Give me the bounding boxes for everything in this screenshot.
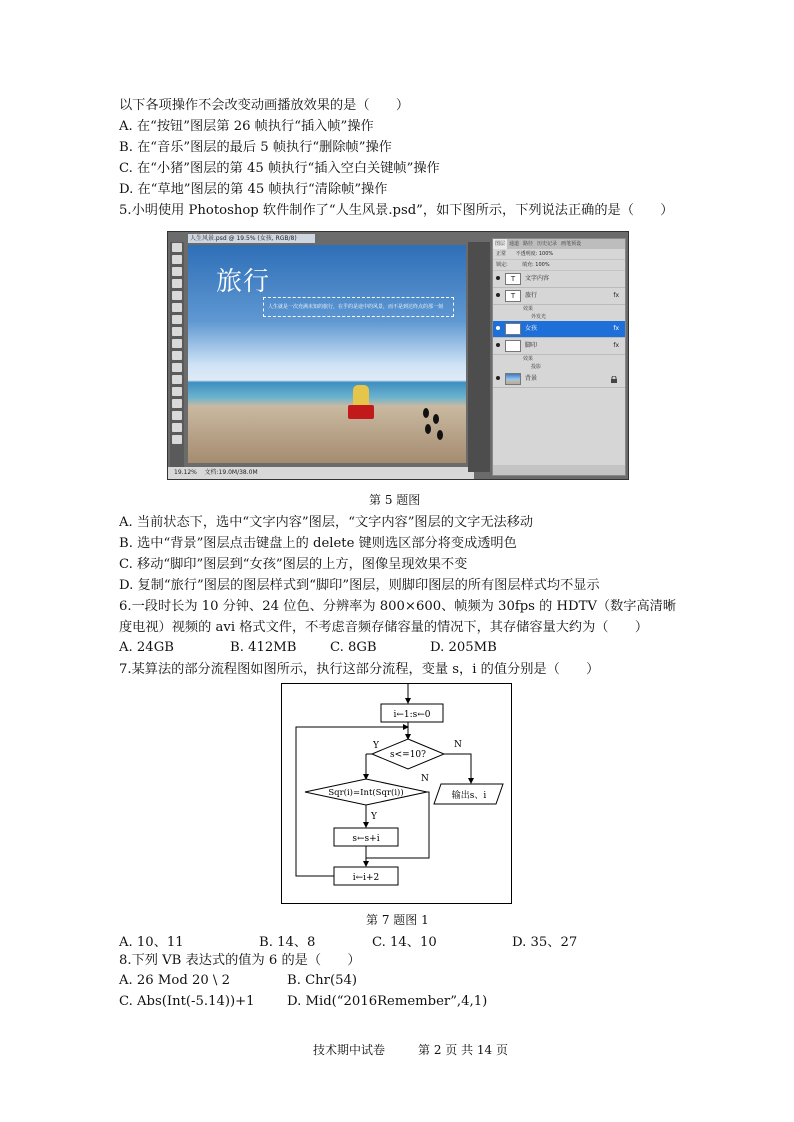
layer-background[interactable] <box>493 371 625 388</box>
tab-history[interactable]: 历史记录 <box>537 241 558 247</box>
eye-icon[interactable] <box>495 342 501 348</box>
q6-option-b: B. 412MB <box>230 640 297 655</box>
q8-option-a: A. 26 Mod 20 \ 2 <box>119 973 230 988</box>
fx-icon: fx <box>613 342 619 349</box>
fx-icon: fx <box>613 292 619 299</box>
eye-icon[interactable] <box>495 375 501 381</box>
opacity-value[interactable]: 100% <box>538 251 554 257</box>
output-text: 输出s、i <box>451 791 487 801</box>
no-label: N <box>421 774 429 784</box>
footprints-icon <box>420 407 450 441</box>
eye-icon[interactable] <box>495 325 501 331</box>
layer-name: 背景 <box>525 375 538 382</box>
canvas-text-selection: 人生就是一次充满未知的旅行，在乎的是途中的风景，而不是到达终点的那一刻 <box>263 297 454 317</box>
canvas-title: 旅行 <box>216 267 271 297</box>
suitcase-figure <box>348 405 374 419</box>
q5-stem: 5.小明使用 Photoshop 软件制作了“人生风景.psd”，如下图所示，下列说法正确的是（ ） <box>119 203 674 218</box>
tab-brush-presets[interactable]: 画笔预设 <box>561 241 582 247</box>
layer-thumb <box>505 323 521 335</box>
q8-option-d: D. Mid(“2016Remember”,4,1) <box>287 994 488 1009</box>
q5-option-d: D. 复制“旅行”图层的图层样式到“脚印”图层，则脚印图层的所有图层样式均不显示 <box>119 578 600 593</box>
effect-group: 效果 <box>523 306 534 312</box>
q7-stem: 7.某算法的部分流程图如图所示，执行这部分流程，变量 s，i 的值分别是（ ） <box>119 662 600 677</box>
option-a: A. 在“按钮”图层第 26 帧执行“插入帧”操作 <box>119 119 374 134</box>
footer-title: 技术期中试卷 <box>313 1043 386 1057</box>
zoom-level: 19.12% <box>174 469 197 476</box>
effect-outer-glow[interactable]: 外发光 <box>531 314 547 320</box>
eye-icon[interactable] <box>495 292 501 298</box>
cond2-text: Sqr(i)=Int(Sqr(i)) <box>328 788 404 798</box>
q6-option-d: D. 205MB <box>430 640 497 655</box>
q8-stem: 8.下列 VB 表达式的值为 6 的是（ ） <box>119 953 361 968</box>
option-d: D. 在“草地”图层的第 45 帧执行“清除帧”操作 <box>119 182 388 197</box>
ps-panel-dock <box>468 242 490 472</box>
ps-canvas <box>188 245 466 463</box>
no-label: N <box>454 740 462 750</box>
layer-name: 旅行 <box>525 292 538 299</box>
layer-girl[interactable] <box>493 321 625 338</box>
layer-thumb <box>505 373 521 385</box>
ps-document-tab: 人生风景.psd @ 19.5% (女孩, RGB/8) <box>188 234 315 243</box>
photoshop-screenshot <box>167 231 629 480</box>
blend-mode-row[interactable] <box>493 249 625 260</box>
option-c: C. 在“小猪”图层的第 45 帧执行“插入空白关键帧”操作 <box>119 161 440 176</box>
q7-option-b: B. 14、8 <box>259 935 316 950</box>
question-stem: 以下各项操作不会改变动画播放效果的是（ ） <box>119 98 410 113</box>
effect-group: 效果 <box>523 356 534 362</box>
q5-caption: 第 5 题图 <box>369 493 421 507</box>
q7-option-d: D. 35、27 <box>512 935 578 950</box>
layer-name: 女孩 <box>525 325 538 332</box>
init-text: i←1:s←0 <box>393 710 431 720</box>
layer-footprint[interactable] <box>493 338 625 355</box>
q5-option-a: A. 当前状态下，选中“文字内容”图层，“文字内容”图层的文字无法移动 <box>119 515 534 530</box>
q7-option-a: A. 10、11 <box>119 935 184 950</box>
q7-caption: 第 7 题图 1 <box>366 913 429 927</box>
yes-label: Y <box>371 812 377 822</box>
ps-status-bar <box>168 467 474 479</box>
layer-name: 脚印 <box>525 342 538 349</box>
q8-option-b: B. Chr(54) <box>287 973 358 988</box>
layer-name: 文字内容 <box>525 275 550 282</box>
cond1-text: s<=10? <box>390 750 426 760</box>
yes-label: Y <box>373 741 379 751</box>
layers-panel <box>492 238 626 476</box>
tab-layers[interactable]: 图层 <box>495 241 506 247</box>
fill-value[interactable]: 100% <box>535 262 550 268</box>
option-b: B. 在“音乐”图层的最后 5 帧执行“删除帧”操作 <box>119 140 392 155</box>
text-layer-thumb: T <box>505 273 521 285</box>
fill-label: 填充: <box>522 262 534 268</box>
panel-tabs <box>493 239 625 249</box>
blend-mode[interactable]: 正常 <box>496 251 507 257</box>
q5-option-b: B. 选中“背景”图层点击键盘上的 delete 键则选区部分将变成透明色 <box>119 536 517 551</box>
text-layer-thumb: T <box>505 290 521 302</box>
q8-option-c: C. Abs(Int(-5.14))+1 <box>119 994 255 1009</box>
q6-option-a: A. 24GB <box>119 640 174 655</box>
q6-stem-line2: 度电视）视频的 avi 格式文件，不考虑音频存储容量的情况下，其存储容量大约为（ ） <box>119 620 649 635</box>
opacity-label: 不透明度: <box>515 251 538 257</box>
q7-option-c: C. 14、10 <box>372 935 437 950</box>
lock-row <box>493 260 625 271</box>
page-number: 第 2 页 共 14 页 <box>418 1043 508 1057</box>
layers-panel-footer <box>493 465 625 475</box>
q5-option-c: C. 移动“脚印”图层到“女孩”图层的上方，图像呈现效果不变 <box>119 557 468 572</box>
layer-thumb <box>505 340 521 352</box>
q6-stem-line1: 6.一段时长为 10 分钟、24 位色、分辨率为 800×600、帧频为 30fps 的 HDTV（数字高清晰 <box>119 599 677 614</box>
doc-size: 文档:19.0M/38.0M <box>204 469 258 476</box>
ps-toolbox <box>170 242 184 472</box>
lock-label: 锁定: <box>496 262 508 268</box>
layer-travel[interactable] <box>493 288 625 305</box>
flowchart <box>281 683 512 904</box>
layer-text-content[interactable] <box>493 271 625 288</box>
lock-icon <box>611 376 617 383</box>
q6-option-c: C. 8GB <box>330 640 377 655</box>
tab-paths[interactable]: 路径 <box>523 241 534 247</box>
tab-channels[interactable]: 通道 <box>509 241 520 247</box>
effect-drop-shadow[interactable]: 投影 <box>531 364 542 370</box>
fx-icon: fx <box>613 325 619 332</box>
eye-icon[interactable] <box>495 275 501 281</box>
step2-text: i←i+2 <box>352 873 380 883</box>
step1-text: s←s+i <box>352 834 380 844</box>
